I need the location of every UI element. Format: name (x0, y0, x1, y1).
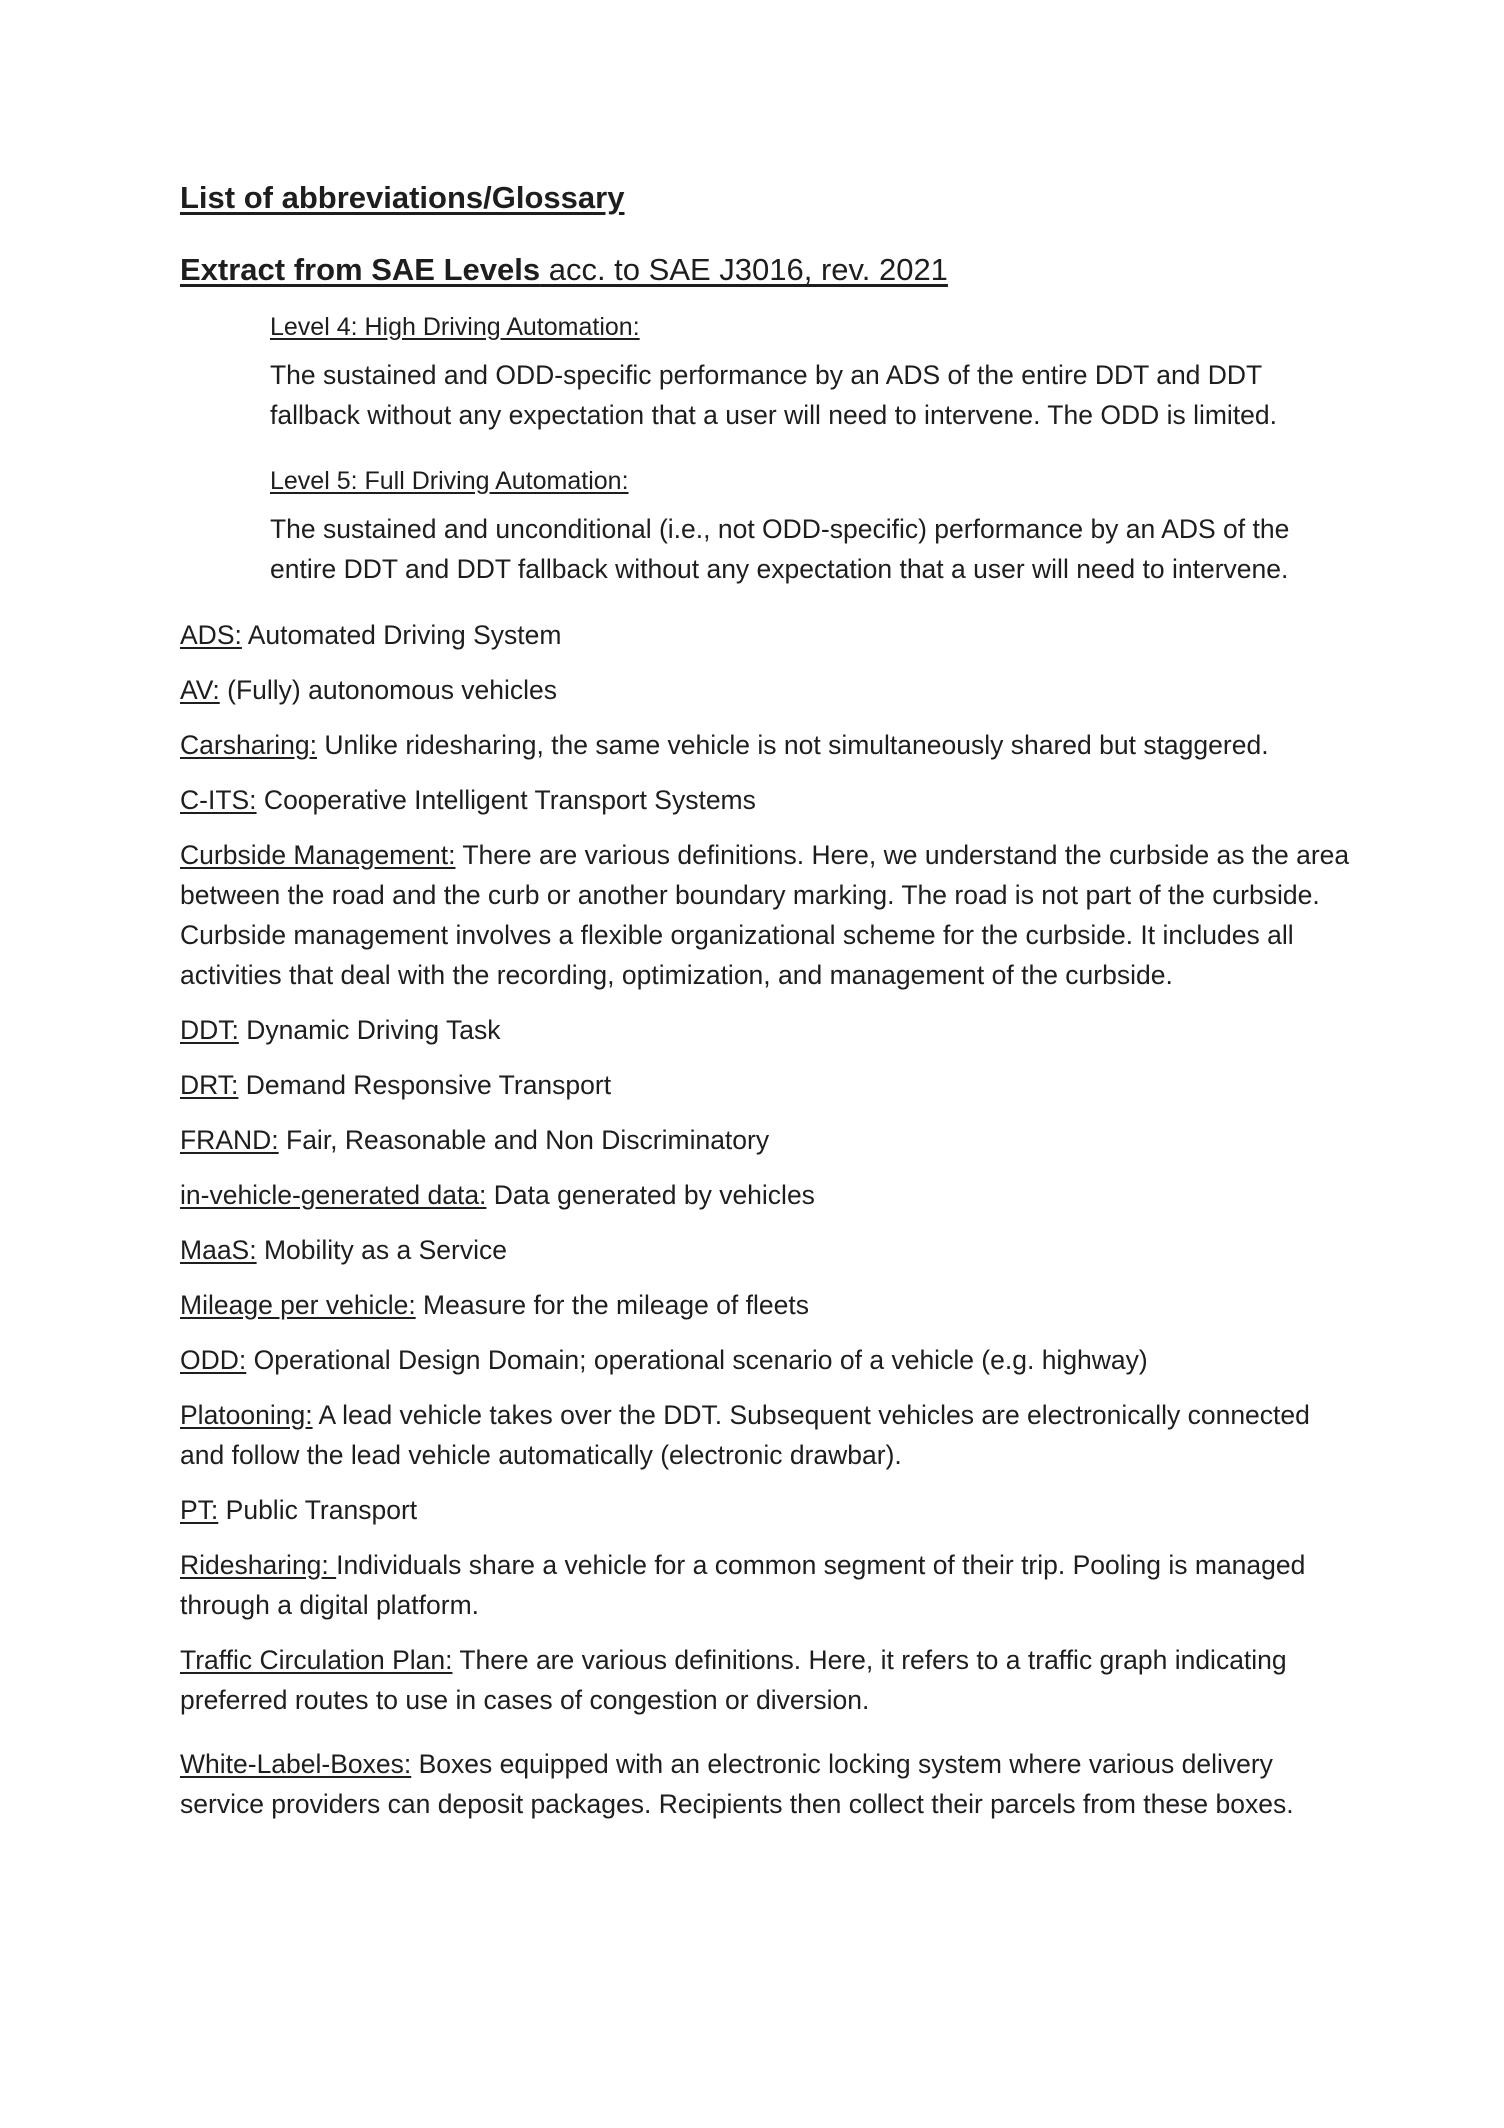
glossary-term: AV: (180, 674, 220, 705)
glossary-definition: Fair, Reasonable and Non Discriminatory (278, 1124, 770, 1155)
glossary-term: ADS: (180, 619, 242, 650)
section-heading-bold: Extract from SAE Levels (180, 252, 541, 288)
section-heading-rest: acc. to SAE J3016, rev. 2021 (540, 252, 948, 288)
glossary-entry-frand (180, 1120, 1350, 1160)
level-4-title: Level 4: High Driving Automation: (270, 312, 640, 341)
level-4-block (270, 307, 1350, 435)
glossary-term: ODD: (180, 1344, 247, 1375)
glossary-term: Traffic Circulation Plan: (180, 1644, 453, 1675)
glossary-term: PT: (180, 1494, 219, 1525)
glossary-entry-ridesharing (180, 1545, 1350, 1625)
glossary-term: White-Label-Boxes: (180, 1748, 412, 1779)
glossary-definition: Public Transport (218, 1494, 418, 1525)
glossary-entry-ddt (180, 1010, 1350, 1050)
glossary-definition: Unlike ridesharing, the same vehicle is not simultaneously shared but staggered. (316, 729, 1269, 760)
level-5-title: Level 5: Full Driving Automation: (270, 466, 629, 495)
glossary-entry-av (180, 670, 1350, 710)
glossary-definition: Individuals share a vehicle for a common segment of their trip. Pooling is managed through a digital platform. (180, 1549, 1306, 1620)
glossary-entry-odd (180, 1340, 1350, 1380)
glossary-entry-ads (180, 615, 1350, 655)
glossary-definition: Data generated by vehicles (486, 1179, 815, 1210)
page-title: List of abbreviations/Glossary (180, 180, 625, 215)
glossary-definition: Mobility as a Service (256, 1234, 507, 1265)
glossary-definition: Boxes equipped with an electronic locking system where various delivery service providers can deposit packages. Recipients then collect their parcels from these boxes. (180, 1748, 1294, 1819)
glossary-term: MaaS: (180, 1234, 257, 1265)
glossary-definition: Demand Responsive Transport (238, 1069, 612, 1100)
glossary-entry-platooning (180, 1395, 1350, 1475)
glossary-definition: (Fully) autonomous vehicles (219, 674, 558, 705)
glossary-term: Curbside Management: (180, 839, 456, 870)
glossary-definition: There are various definitions. Here, it refers to a traffic graph indicating preferred routes to use in cases of congestion or diversion. (180, 1644, 1287, 1715)
glossary-definition: There are various definitions. Here, we understand the curbside as the area between the road and the curb or another boundary marking. The road is not part of the curbside. Curbside management involves a flexible organizational scheme for the curbside. It includes all activities that deal with the recording, optimization, and management of the curbside. (180, 839, 1350, 990)
level-5-text: The sustained and unconditional (i.e., not ODD-specific) performance by an ADS of the entire DDT and DDT fallback without any expectation that a user will need to intervene. (270, 513, 1290, 584)
glossary-term: C-ITS: (180, 784, 257, 815)
glossary-term: DRT: (180, 1069, 239, 1100)
glossary-definition: Operational Design Domain; operational scenario of a vehicle (e.g. highway) (246, 1344, 1148, 1375)
glossary-definition: Measure for the mileage of fleets (415, 1289, 809, 1320)
glossary-term: DDT: (180, 1014, 239, 1045)
glossary-term: Mileage per vehicle: (180, 1289, 416, 1320)
glossary-term: Ridesharing: (180, 1549, 337, 1580)
glossary-entry-in-vehicle-data (180, 1175, 1350, 1215)
glossary-definition: Dynamic Driving Task (238, 1014, 501, 1045)
glossary-definition: Automated Driving System (241, 619, 562, 650)
glossary-entry-traffic-circulation-plan (180, 1640, 1350, 1720)
glossary-term: FRAND: (180, 1124, 279, 1155)
glossary-entry-pt (180, 1490, 1350, 1530)
level-5-block (270, 461, 1350, 589)
glossary-term: in-vehicle-generated data: (180, 1179, 487, 1210)
glossary-entry-curbside-management (180, 835, 1350, 995)
glossary-definition: Cooperative Intelligent Transport Systems (256, 784, 756, 815)
glossary-term: Carsharing: (180, 729, 317, 760)
glossary-entry-white-label-boxes (180, 1744, 1350, 1824)
level-4-text: The sustained and ODD-specific performance by an ADS of the entire DDT and DDT fallback without any expectation that a user will need to intervene. The ODD is limited. (270, 359, 1278, 430)
glossary-entry-c-its (180, 780, 1350, 820)
glossary-entry-maas (180, 1230, 1350, 1270)
glossary-entry-mileage-per-vehicle (180, 1285, 1350, 1325)
glossary-term: Platooning: (180, 1399, 313, 1430)
glossary-entry-carsharing (180, 725, 1350, 765)
glossary-entry-drt (180, 1065, 1350, 1105)
document-page (180, 178, 1350, 1839)
glossary-definition: A lead vehicle takes over the DDT. Subsequent vehicles are electronically connected and follow the lead vehicle automatically (electronic drawbar). (180, 1399, 1310, 1470)
section-heading (180, 250, 1350, 290)
